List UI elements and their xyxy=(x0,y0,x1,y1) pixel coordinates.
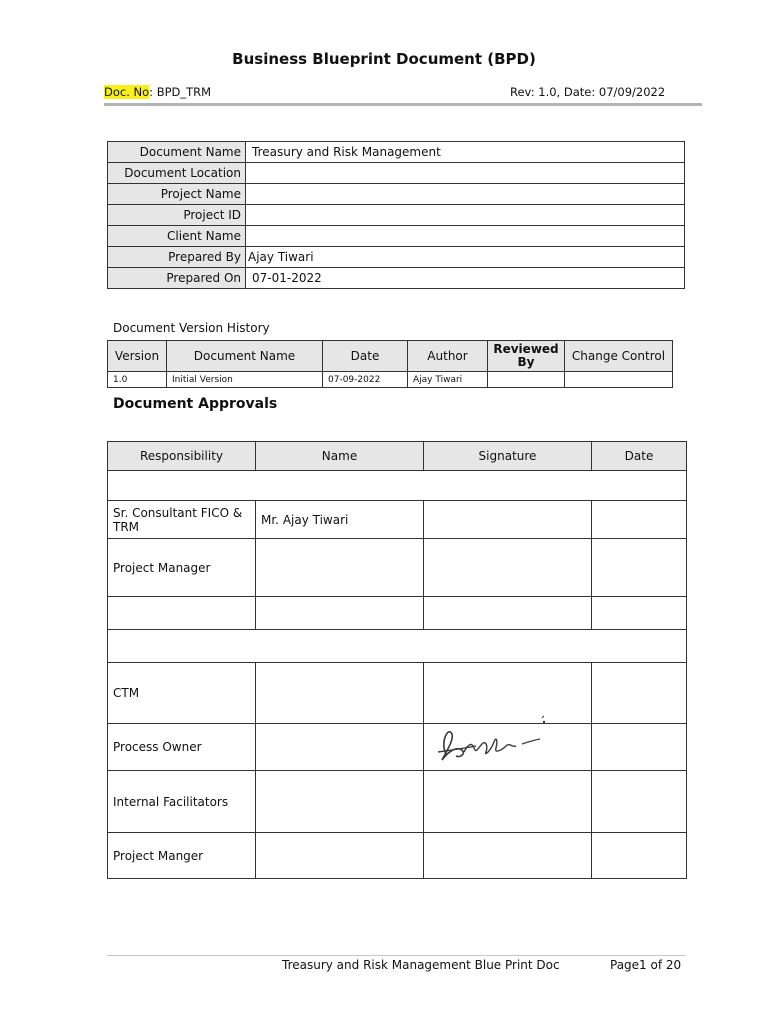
table-cell xyxy=(565,372,673,388)
info-label: Project Name xyxy=(108,184,246,205)
column-header: Change Control xyxy=(565,341,673,372)
date-cell xyxy=(592,539,687,597)
date-cell xyxy=(592,724,687,771)
page-number: Page1 of 20 xyxy=(610,958,682,972)
table-cell: 07-09-2022 xyxy=(323,372,408,388)
table-row xyxy=(108,630,687,663)
table-row xyxy=(108,372,673,388)
info-label: Client Name xyxy=(108,226,246,247)
table-row xyxy=(108,724,687,771)
name-cell: Mr. Ajay Tiwari xyxy=(256,501,424,539)
table-row xyxy=(108,226,685,247)
info-value xyxy=(246,226,685,247)
table-row xyxy=(108,205,685,226)
table-row xyxy=(108,597,687,630)
version-history-title: Document Version History xyxy=(113,321,270,335)
name-cell xyxy=(256,724,424,771)
table-row xyxy=(108,163,685,184)
column-header: Signature xyxy=(424,442,592,471)
name-cell xyxy=(256,833,424,879)
table-row xyxy=(108,247,685,268)
section-row xyxy=(108,471,687,501)
info-value xyxy=(246,163,685,184)
footer-doc-title: Treasury and Risk Management Blue Print Doc xyxy=(282,958,560,972)
responsibility-cell: Project Manager xyxy=(108,539,256,597)
info-value xyxy=(246,205,685,226)
document-info-table xyxy=(107,141,685,289)
table-row xyxy=(108,663,687,724)
signature-cell xyxy=(424,833,592,879)
info-value xyxy=(246,184,685,205)
info-label: Project ID xyxy=(108,205,246,226)
responsibility-cell: Project Manger xyxy=(108,833,256,879)
date-cell xyxy=(592,663,687,724)
responsibility-cell: Process Owner xyxy=(108,724,256,771)
date-cell xyxy=(592,597,687,630)
responsibility-cell: CTM xyxy=(108,663,256,724)
table-row xyxy=(108,184,685,205)
signature-cell xyxy=(424,771,592,833)
section-row xyxy=(108,630,687,663)
signature-cell xyxy=(424,501,592,539)
footer-divider xyxy=(107,955,686,956)
doc-number-label: Doc. No xyxy=(104,85,150,99)
table-row xyxy=(108,268,685,289)
table-cell: 1.0 xyxy=(108,372,167,388)
version-history-table xyxy=(107,340,673,388)
header-divider xyxy=(104,103,702,106)
table-row xyxy=(108,142,685,163)
revision-info: Rev: 1.0, Date: 07/09/2022 xyxy=(510,85,666,99)
info-value: Ajay Tiwari xyxy=(246,247,685,268)
info-label: Document Location xyxy=(108,163,246,184)
table-row xyxy=(108,539,687,597)
doc-number-value: : BPD_TRM xyxy=(149,85,212,99)
name-cell xyxy=(256,597,424,630)
info-value: Treasury and Risk Management xyxy=(246,142,685,163)
signature-cell xyxy=(424,539,592,597)
document-title: Business Blueprint Document (BPD) xyxy=(232,50,536,68)
table-row xyxy=(108,771,687,833)
column-header: Responsibility xyxy=(108,442,256,471)
name-cell xyxy=(256,663,424,724)
column-header: Date xyxy=(592,442,687,471)
table-header-row xyxy=(108,442,687,471)
table-row xyxy=(108,471,687,501)
name-cell xyxy=(256,771,424,833)
handwritten-signature-icon xyxy=(432,712,562,774)
date-cell xyxy=(592,771,687,833)
signature-cell xyxy=(424,597,592,630)
table-cell: Ajay Tiwari xyxy=(408,372,488,388)
info-label: Prepared On xyxy=(108,268,246,289)
signature-cell xyxy=(424,724,592,771)
table-cell xyxy=(488,372,565,388)
responsibility-cell xyxy=(108,597,256,630)
name-cell xyxy=(256,539,424,597)
table-row xyxy=(108,833,687,879)
approvals-table xyxy=(107,441,687,879)
responsibility-cell: Sr. Consultant FICO & TRM xyxy=(108,501,256,539)
table-cell: Initial Version xyxy=(167,372,323,388)
doc-number xyxy=(104,85,211,99)
date-cell xyxy=(592,501,687,539)
column-header: Date xyxy=(323,341,408,372)
date-cell xyxy=(592,833,687,879)
column-header: Document Name xyxy=(167,341,323,372)
table-header-row xyxy=(108,341,673,372)
approvals-title: Document Approvals xyxy=(113,396,278,412)
column-header: Reviewed By xyxy=(488,341,565,372)
table-row xyxy=(108,501,687,539)
column-header: Name xyxy=(256,442,424,471)
column-header: Version xyxy=(108,341,167,372)
info-label: Prepared By xyxy=(108,247,246,268)
responsibility-cell: Internal Facilitators xyxy=(108,771,256,833)
info-label: Document Name xyxy=(108,142,246,163)
column-header: Author xyxy=(408,341,488,372)
info-value: 07-01-2022 xyxy=(246,268,685,289)
